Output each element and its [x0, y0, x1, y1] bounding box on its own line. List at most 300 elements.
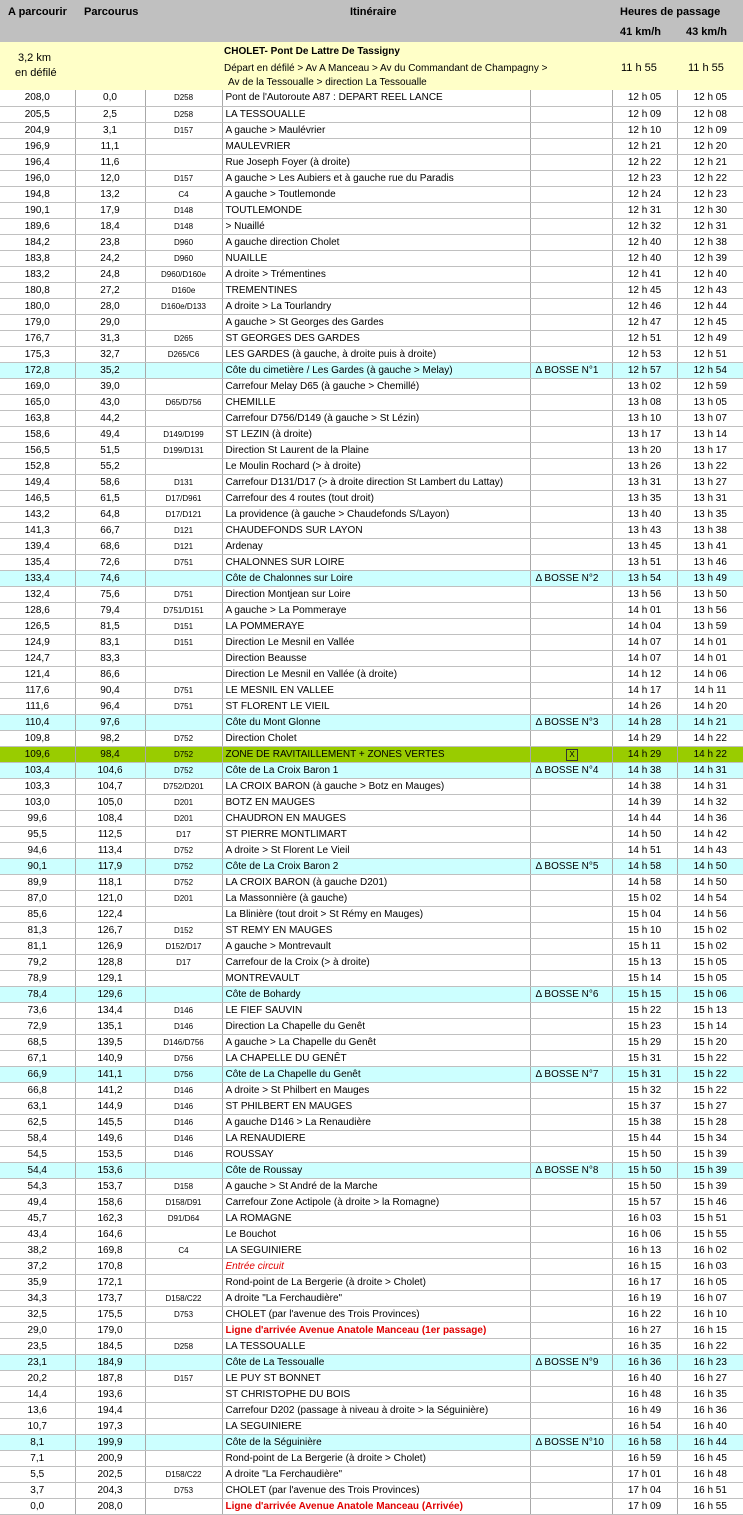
- row-time-41: 13 h 02: [612, 378, 677, 394]
- row-note: [530, 1130, 612, 1146]
- start-defile-label: en défilé: [15, 67, 57, 79]
- row-road: D960/D160e: [145, 266, 222, 282]
- row-km-done: 64,8: [75, 506, 145, 522]
- row-note: [530, 394, 612, 410]
- row-time-43: 13 h 56: [677, 602, 743, 618]
- table-row: [0, 1050, 743, 1066]
- row-time-41: 15 h 31: [612, 1066, 677, 1082]
- row-km-remaining: 103,3: [0, 778, 75, 794]
- table-row: [0, 234, 743, 250]
- header-itineraire: Itinéraire: [350, 6, 397, 18]
- row-road: [145, 1354, 222, 1370]
- row-time-41: 15 h 15: [612, 986, 677, 1002]
- row-km-remaining: 180,8: [0, 282, 75, 298]
- row-km-remaining: 183,8: [0, 250, 75, 266]
- row-time-43: 15 h 51: [677, 1210, 743, 1226]
- row-time-41: 16 h 19: [612, 1290, 677, 1306]
- row-time-43: 12 h 44: [677, 298, 743, 314]
- row-km-done: 112,5: [75, 826, 145, 842]
- row-time-41: 12 h 32: [612, 218, 677, 234]
- row-note: [530, 106, 612, 122]
- row-km-done: 158,6: [75, 1194, 145, 1210]
- row-road: D157: [145, 1370, 222, 1386]
- row-km-remaining: 67,1: [0, 1050, 75, 1066]
- row-itinerary: CHOLET (par l'avenue des Trois Provinces): [222, 1306, 530, 1322]
- row-km-remaining: 109,6: [0, 746, 75, 762]
- row-time-41: 12 h 57: [612, 362, 677, 378]
- row-km-remaining: 10,7: [0, 1418, 75, 1434]
- row-time-43: 12 h 38: [677, 234, 743, 250]
- row-road: C4: [145, 1242, 222, 1258]
- row-time-43: 15 h 46: [677, 1194, 743, 1210]
- checkbox-mark: X: [566, 749, 578, 761]
- row-road: D960: [145, 234, 222, 250]
- table-row: [0, 650, 743, 666]
- table-row: [0, 586, 743, 602]
- row-note: [530, 234, 612, 250]
- row-road: D201: [145, 810, 222, 826]
- row-itinerary: A gauche > La Chapelle du Genêt: [222, 1034, 530, 1050]
- row-km-done: 24,8: [75, 266, 145, 282]
- row-km-done: 35,2: [75, 362, 145, 378]
- table-row: [0, 570, 743, 586]
- row-km-remaining: 78,9: [0, 970, 75, 986]
- row-itinerary: Direction St Laurent de la Plaine: [222, 442, 530, 458]
- row-road: D158: [145, 1178, 222, 1194]
- row-road: [145, 650, 222, 666]
- row-time-41: 13 h 45: [612, 538, 677, 554]
- row-itinerary: Direction Cholet: [222, 730, 530, 746]
- row-note: [530, 1226, 612, 1242]
- row-time-43: 15 h 14: [677, 1018, 743, 1034]
- row-time-41: 16 h 17: [612, 1274, 677, 1290]
- row-km-done: 79,4: [75, 602, 145, 618]
- table-row: [0, 1402, 743, 1418]
- row-km-done: 74,6: [75, 570, 145, 586]
- row-km-remaining: 133,4: [0, 570, 75, 586]
- row-time-43: 13 h 41: [677, 538, 743, 554]
- table-row: [0, 298, 743, 314]
- row-time-43: 14 h 36: [677, 810, 743, 826]
- header-speed-41: 41 km/h: [620, 26, 661, 38]
- row-time-41: 15 h 22: [612, 1002, 677, 1018]
- row-note: [530, 442, 612, 458]
- row-time-43: 15 h 27: [677, 1098, 743, 1114]
- row-note: [530, 1098, 612, 1114]
- row-road: [145, 1418, 222, 1434]
- row-time-43: 15 h 39: [677, 1146, 743, 1162]
- row-km-remaining: 68,5: [0, 1034, 75, 1050]
- table-row: [0, 1210, 743, 1226]
- table-row: [0, 1034, 743, 1050]
- row-km-remaining: 81,3: [0, 922, 75, 938]
- row-km-remaining: 87,0: [0, 890, 75, 906]
- row-time-43: 12 h 22: [677, 170, 743, 186]
- row-km-done: 13,2: [75, 186, 145, 202]
- row-note: [530, 1450, 612, 1466]
- row-road: D151: [145, 618, 222, 634]
- row-time-43: 16 h 07: [677, 1290, 743, 1306]
- table-row: [0, 1082, 743, 1098]
- row-time-41: 16 h 58: [612, 1434, 677, 1450]
- table-row: [0, 618, 743, 634]
- row-km-remaining: 205,5: [0, 106, 75, 122]
- row-km-remaining: 81,1: [0, 938, 75, 954]
- row-itinerary: LA RENAUDIERE: [222, 1130, 530, 1146]
- row-km-remaining: 29,0: [0, 1322, 75, 1338]
- row-road: D751: [145, 554, 222, 570]
- row-itinerary: Côte de La Croix Baron 2: [222, 858, 530, 874]
- row-time-41: 14 h 04: [612, 618, 677, 634]
- row-time-43: 13 h 27: [677, 474, 743, 490]
- table-row: [0, 666, 743, 682]
- table-row: [0, 282, 743, 298]
- row-km-remaining: 152,8: [0, 458, 75, 474]
- table-row: [0, 1002, 743, 1018]
- row-km-done: 0,0: [75, 90, 145, 106]
- row-itinerary: TOUTLEMONDE: [222, 202, 530, 218]
- row-itinerary: LA SEGUINIERE: [222, 1242, 530, 1258]
- row-km-done: 202,5: [75, 1466, 145, 1482]
- row-note: [530, 346, 612, 362]
- row-time-43: 14 h 20: [677, 698, 743, 714]
- row-time-41: 16 h 35: [612, 1338, 677, 1354]
- row-time-41: 13 h 31: [612, 474, 677, 490]
- row-km-remaining: 37,2: [0, 1258, 75, 1274]
- row-note: [530, 810, 612, 826]
- row-note: [530, 586, 612, 602]
- table-row: [0, 122, 743, 138]
- row-time-43: 13 h 50: [677, 586, 743, 602]
- row-km-remaining: 103,4: [0, 762, 75, 778]
- row-km-remaining: 117,6: [0, 682, 75, 698]
- row-road: [145, 1162, 222, 1178]
- row-time-41: 17 h 01: [612, 1466, 677, 1482]
- row-note: [530, 1082, 612, 1098]
- row-time-43: 12 h 49: [677, 330, 743, 346]
- row-km-done: 126,9: [75, 938, 145, 954]
- row-time-41: 12 h 51: [612, 330, 677, 346]
- row-note: [530, 1466, 612, 1482]
- row-km-remaining: 204,9: [0, 122, 75, 138]
- table-row: [0, 634, 743, 650]
- row-note: Δ BOSSE N°8: [530, 1162, 612, 1178]
- row-note: [530, 138, 612, 154]
- row-note: [530, 906, 612, 922]
- row-km-done: 169,8: [75, 1242, 145, 1258]
- row-km-remaining: 111,6: [0, 698, 75, 714]
- row-itinerary: Côte de La Tessoualle: [222, 1354, 530, 1370]
- row-road: [145, 970, 222, 986]
- row-time-41: 15 h 23: [612, 1018, 677, 1034]
- row-note: [530, 538, 612, 554]
- row-km-done: 118,1: [75, 874, 145, 890]
- start-distance: 3,2 km: [18, 52, 52, 64]
- row-itinerary: Rond-point de La Bergerie (à droite > Cholet): [222, 1450, 530, 1466]
- row-km-done: 144,9: [75, 1098, 145, 1114]
- row-km-done: 197,3: [75, 1418, 145, 1434]
- row-time-43: 14 h 22: [677, 730, 743, 746]
- row-km-done: 173,7: [75, 1290, 145, 1306]
- row-note: [530, 378, 612, 394]
- row-km-remaining: 139,4: [0, 538, 75, 554]
- row-itinerary: CHALONNES SUR LOIRE: [222, 554, 530, 570]
- row-time-43: 14 h 06: [677, 666, 743, 682]
- row-note: [530, 1018, 612, 1034]
- header-parcourus: Parcourus: [84, 6, 139, 18]
- table-row: [0, 154, 743, 170]
- row-itinerary: Direction Le Mesnil en Vallée: [222, 634, 530, 650]
- row-time-41: 12 h 53: [612, 346, 677, 362]
- row-time-41: 15 h 04: [612, 906, 677, 922]
- row-time-41: 14 h 07: [612, 634, 677, 650]
- row-time-43: 16 h 02: [677, 1242, 743, 1258]
- row-time-41: 13 h 40: [612, 506, 677, 522]
- row-km-remaining: 3,7: [0, 1482, 75, 1498]
- row-time-41: 16 h 03: [612, 1210, 677, 1226]
- row-time-41: 13 h 56: [612, 586, 677, 602]
- row-km-done: 104,6: [75, 762, 145, 778]
- table-row: [0, 458, 743, 474]
- row-itinerary: Côte de Bohardy: [222, 986, 530, 1002]
- row-km-remaining: 109,8: [0, 730, 75, 746]
- row-road: [145, 154, 222, 170]
- row-itinerary: A gauche > St André de la Marche: [222, 1178, 530, 1194]
- row-km-remaining: 78,4: [0, 986, 75, 1002]
- row-time-41: 13 h 26: [612, 458, 677, 474]
- row-km-done: 12,0: [75, 170, 145, 186]
- row-time-41: 16 h 59: [612, 1450, 677, 1466]
- row-itinerary: LA TESSOUALLE: [222, 1338, 530, 1354]
- row-km-remaining: 103,0: [0, 794, 75, 810]
- row-km-remaining: 7,1: [0, 1450, 75, 1466]
- row-km-remaining: 66,9: [0, 1066, 75, 1082]
- row-time-41: 13 h 17: [612, 426, 677, 442]
- row-km-remaining: 121,4: [0, 666, 75, 682]
- row-km-done: 200,9: [75, 1450, 145, 1466]
- row-road: D752: [145, 746, 222, 762]
- row-note: [530, 602, 612, 618]
- row-km-done: 83,3: [75, 650, 145, 666]
- start-route-1: Départ en défilé > Av A Manceau > Av du Commandant de Champagny >: [224, 63, 548, 74]
- row-km-remaining: 99,6: [0, 810, 75, 826]
- row-km-done: 18,4: [75, 218, 145, 234]
- table-row: [0, 970, 743, 986]
- row-time-43: 16 h 40: [677, 1418, 743, 1434]
- table-row: [0, 1274, 743, 1290]
- row-time-43: 15 h 13: [677, 1002, 743, 1018]
- row-km-done: 153,6: [75, 1162, 145, 1178]
- table-row: [0, 554, 743, 570]
- row-note: [530, 1002, 612, 1018]
- row-km-done: 140,9: [75, 1050, 145, 1066]
- table-row: [0, 1114, 743, 1130]
- row-road: D751: [145, 682, 222, 698]
- row-note: [530, 90, 612, 106]
- row-note: Δ BOSSE N°9: [530, 1354, 612, 1370]
- row-km-remaining: 146,5: [0, 490, 75, 506]
- row-itinerary: Ardenay: [222, 538, 530, 554]
- row-km-remaining: 79,2: [0, 954, 75, 970]
- row-road: D258: [145, 1338, 222, 1354]
- row-km-done: 179,0: [75, 1322, 145, 1338]
- table-row: [0, 1498, 743, 1514]
- table-row: [0, 506, 743, 522]
- row-time-41: 16 h 48: [612, 1386, 677, 1402]
- row-note: [530, 186, 612, 202]
- row-itinerary: La Massonnière (à gauche): [222, 890, 530, 906]
- row-time-43: 13 h 31: [677, 490, 743, 506]
- row-time-43: 14 h 22: [677, 746, 743, 762]
- row-note: [530, 1498, 612, 1514]
- row-note: [530, 794, 612, 810]
- row-itinerary: CHEMILLE: [222, 394, 530, 410]
- row-road: D152: [145, 922, 222, 938]
- start-time-43: 11 h 55: [688, 62, 724, 74]
- row-km-done: 51,5: [75, 442, 145, 458]
- row-km-remaining: 190,1: [0, 202, 75, 218]
- row-note: [530, 634, 612, 650]
- table-row: [0, 266, 743, 282]
- row-km-done: 105,0: [75, 794, 145, 810]
- table-row: [0, 1354, 743, 1370]
- row-itinerary: Côte de Chalonnes sur Loire: [222, 570, 530, 586]
- row-time-43: 13 h 59: [677, 618, 743, 634]
- row-note: [530, 170, 612, 186]
- table-row: [0, 1434, 743, 1450]
- row-note: [530, 1050, 612, 1066]
- table-row: [0, 906, 743, 922]
- row-km-remaining: 124,9: [0, 634, 75, 650]
- row-time-43: 14 h 31: [677, 778, 743, 794]
- row-note: [530, 1482, 612, 1498]
- row-time-41: 12 h 40: [612, 234, 677, 250]
- row-itinerary: > Nuaillé: [222, 218, 530, 234]
- row-time-41: 14 h 58: [612, 858, 677, 874]
- row-itinerary: CHOLET (par l'avenue des Trois Provinces): [222, 1482, 530, 1498]
- row-time-41: 14 h 29: [612, 746, 677, 762]
- row-km-remaining: 158,6: [0, 426, 75, 442]
- row-time-43: 13 h 05: [677, 394, 743, 410]
- row-km-remaining: 73,6: [0, 1002, 75, 1018]
- table-row: [0, 1466, 743, 1482]
- row-note: [530, 1386, 612, 1402]
- row-km-remaining: 58,4: [0, 1130, 75, 1146]
- row-itinerary: Côte du cimetière / Les Gardes (à gauche > Melay): [222, 362, 530, 378]
- row-road: D960: [145, 250, 222, 266]
- row-time-41: 16 h 15: [612, 1258, 677, 1274]
- row-note: [530, 874, 612, 890]
- row-time-41: 15 h 44: [612, 1130, 677, 1146]
- row-km-remaining: 34,3: [0, 1290, 75, 1306]
- table-row: [0, 394, 743, 410]
- row-km-done: 134,4: [75, 1002, 145, 1018]
- row-time-41: 13 h 43: [612, 522, 677, 538]
- row-note: [530, 1210, 612, 1226]
- row-km-remaining: 110,4: [0, 714, 75, 730]
- row-itinerary: A droite "La Ferchaudière": [222, 1466, 530, 1482]
- row-km-remaining: 72,9: [0, 1018, 75, 1034]
- row-itinerary: LA ROMAGNE: [222, 1210, 530, 1226]
- row-road: D753: [145, 1306, 222, 1322]
- row-road: D160e: [145, 282, 222, 298]
- row-time-43: 13 h 35: [677, 506, 743, 522]
- table-row: [0, 410, 743, 426]
- row-itinerary: ST FLORENT LE VIEIL: [222, 698, 530, 714]
- row-time-41: 15 h 11: [612, 938, 677, 954]
- row-note: [530, 938, 612, 954]
- row-road: [145, 1226, 222, 1242]
- row-time-41: 12 h 21: [612, 138, 677, 154]
- row-road: D152/D17: [145, 938, 222, 954]
- row-km-remaining: 128,6: [0, 602, 75, 618]
- table-row: [0, 442, 743, 458]
- row-road: [145, 1322, 222, 1338]
- row-road: [145, 1402, 222, 1418]
- row-note: [530, 1370, 612, 1386]
- row-km-remaining: 132,4: [0, 586, 75, 602]
- row-itinerary: A droite > St Philbert en Mauges: [222, 1082, 530, 1098]
- row-km-remaining: 95,5: [0, 826, 75, 842]
- row-road: D158/C22: [145, 1466, 222, 1482]
- row-km-done: 184,9: [75, 1354, 145, 1370]
- row-time-41: 15 h 50: [612, 1162, 677, 1178]
- row-itinerary: Rond-point de La Bergerie (à droite > Cholet): [222, 1274, 530, 1290]
- row-time-43: 12 h 20: [677, 138, 743, 154]
- row-km-done: 164,6: [75, 1226, 145, 1242]
- row-note: [530, 458, 612, 474]
- row-road: D157: [145, 122, 222, 138]
- row-time-43: 13 h 07: [677, 410, 743, 426]
- row-time-43: 14 h 01: [677, 634, 743, 650]
- row-km-done: 66,7: [75, 522, 145, 538]
- row-km-done: 23,8: [75, 234, 145, 250]
- row-km-done: 175,5: [75, 1306, 145, 1322]
- row-time-43: 14 h 42: [677, 826, 743, 842]
- row-time-41: 17 h 09: [612, 1498, 677, 1514]
- row-km-remaining: 196,0: [0, 170, 75, 186]
- table-row: [0, 1338, 743, 1354]
- start-route-2: Av de la Tessoualle > direction La Tessoualle: [228, 77, 427, 88]
- row-km-remaining: 135,4: [0, 554, 75, 570]
- row-time-43: 12 h 09: [677, 122, 743, 138]
- row-km-done: 126,7: [75, 922, 145, 938]
- table-row: [0, 1226, 743, 1242]
- row-note: [530, 618, 612, 634]
- row-itinerary: LA SEGUINIERE: [222, 1418, 530, 1434]
- row-time-41: 13 h 20: [612, 442, 677, 458]
- row-km-done: 108,4: [75, 810, 145, 826]
- row-note: Δ BOSSE N°7: [530, 1066, 612, 1082]
- row-itinerary: Côte de La Chapelle du Genêt: [222, 1066, 530, 1082]
- row-road: D752: [145, 730, 222, 746]
- row-km-remaining: 63,1: [0, 1098, 75, 1114]
- row-note: [530, 154, 612, 170]
- row-itinerary: A gauche D146 > La Renaudière: [222, 1114, 530, 1130]
- row-km-done: 121,0: [75, 890, 145, 906]
- row-road: D265: [145, 330, 222, 346]
- row-itinerary: Ligne d'arrivée Avenue Anatole Manceau (Arrivée): [222, 1498, 530, 1514]
- row-time-43: 12 h 43: [677, 282, 743, 298]
- row-road: D160e/D133: [145, 298, 222, 314]
- row-km-remaining: 175,3: [0, 346, 75, 362]
- row-km-remaining: 165,0: [0, 394, 75, 410]
- row-time-41: 14 h 29: [612, 730, 677, 746]
- row-note: [530, 282, 612, 298]
- row-itinerary: Direction La Chapelle du Genêt: [222, 1018, 530, 1034]
- row-time-43: 12 h 21: [677, 154, 743, 170]
- row-time-41: 16 h 49: [612, 1402, 677, 1418]
